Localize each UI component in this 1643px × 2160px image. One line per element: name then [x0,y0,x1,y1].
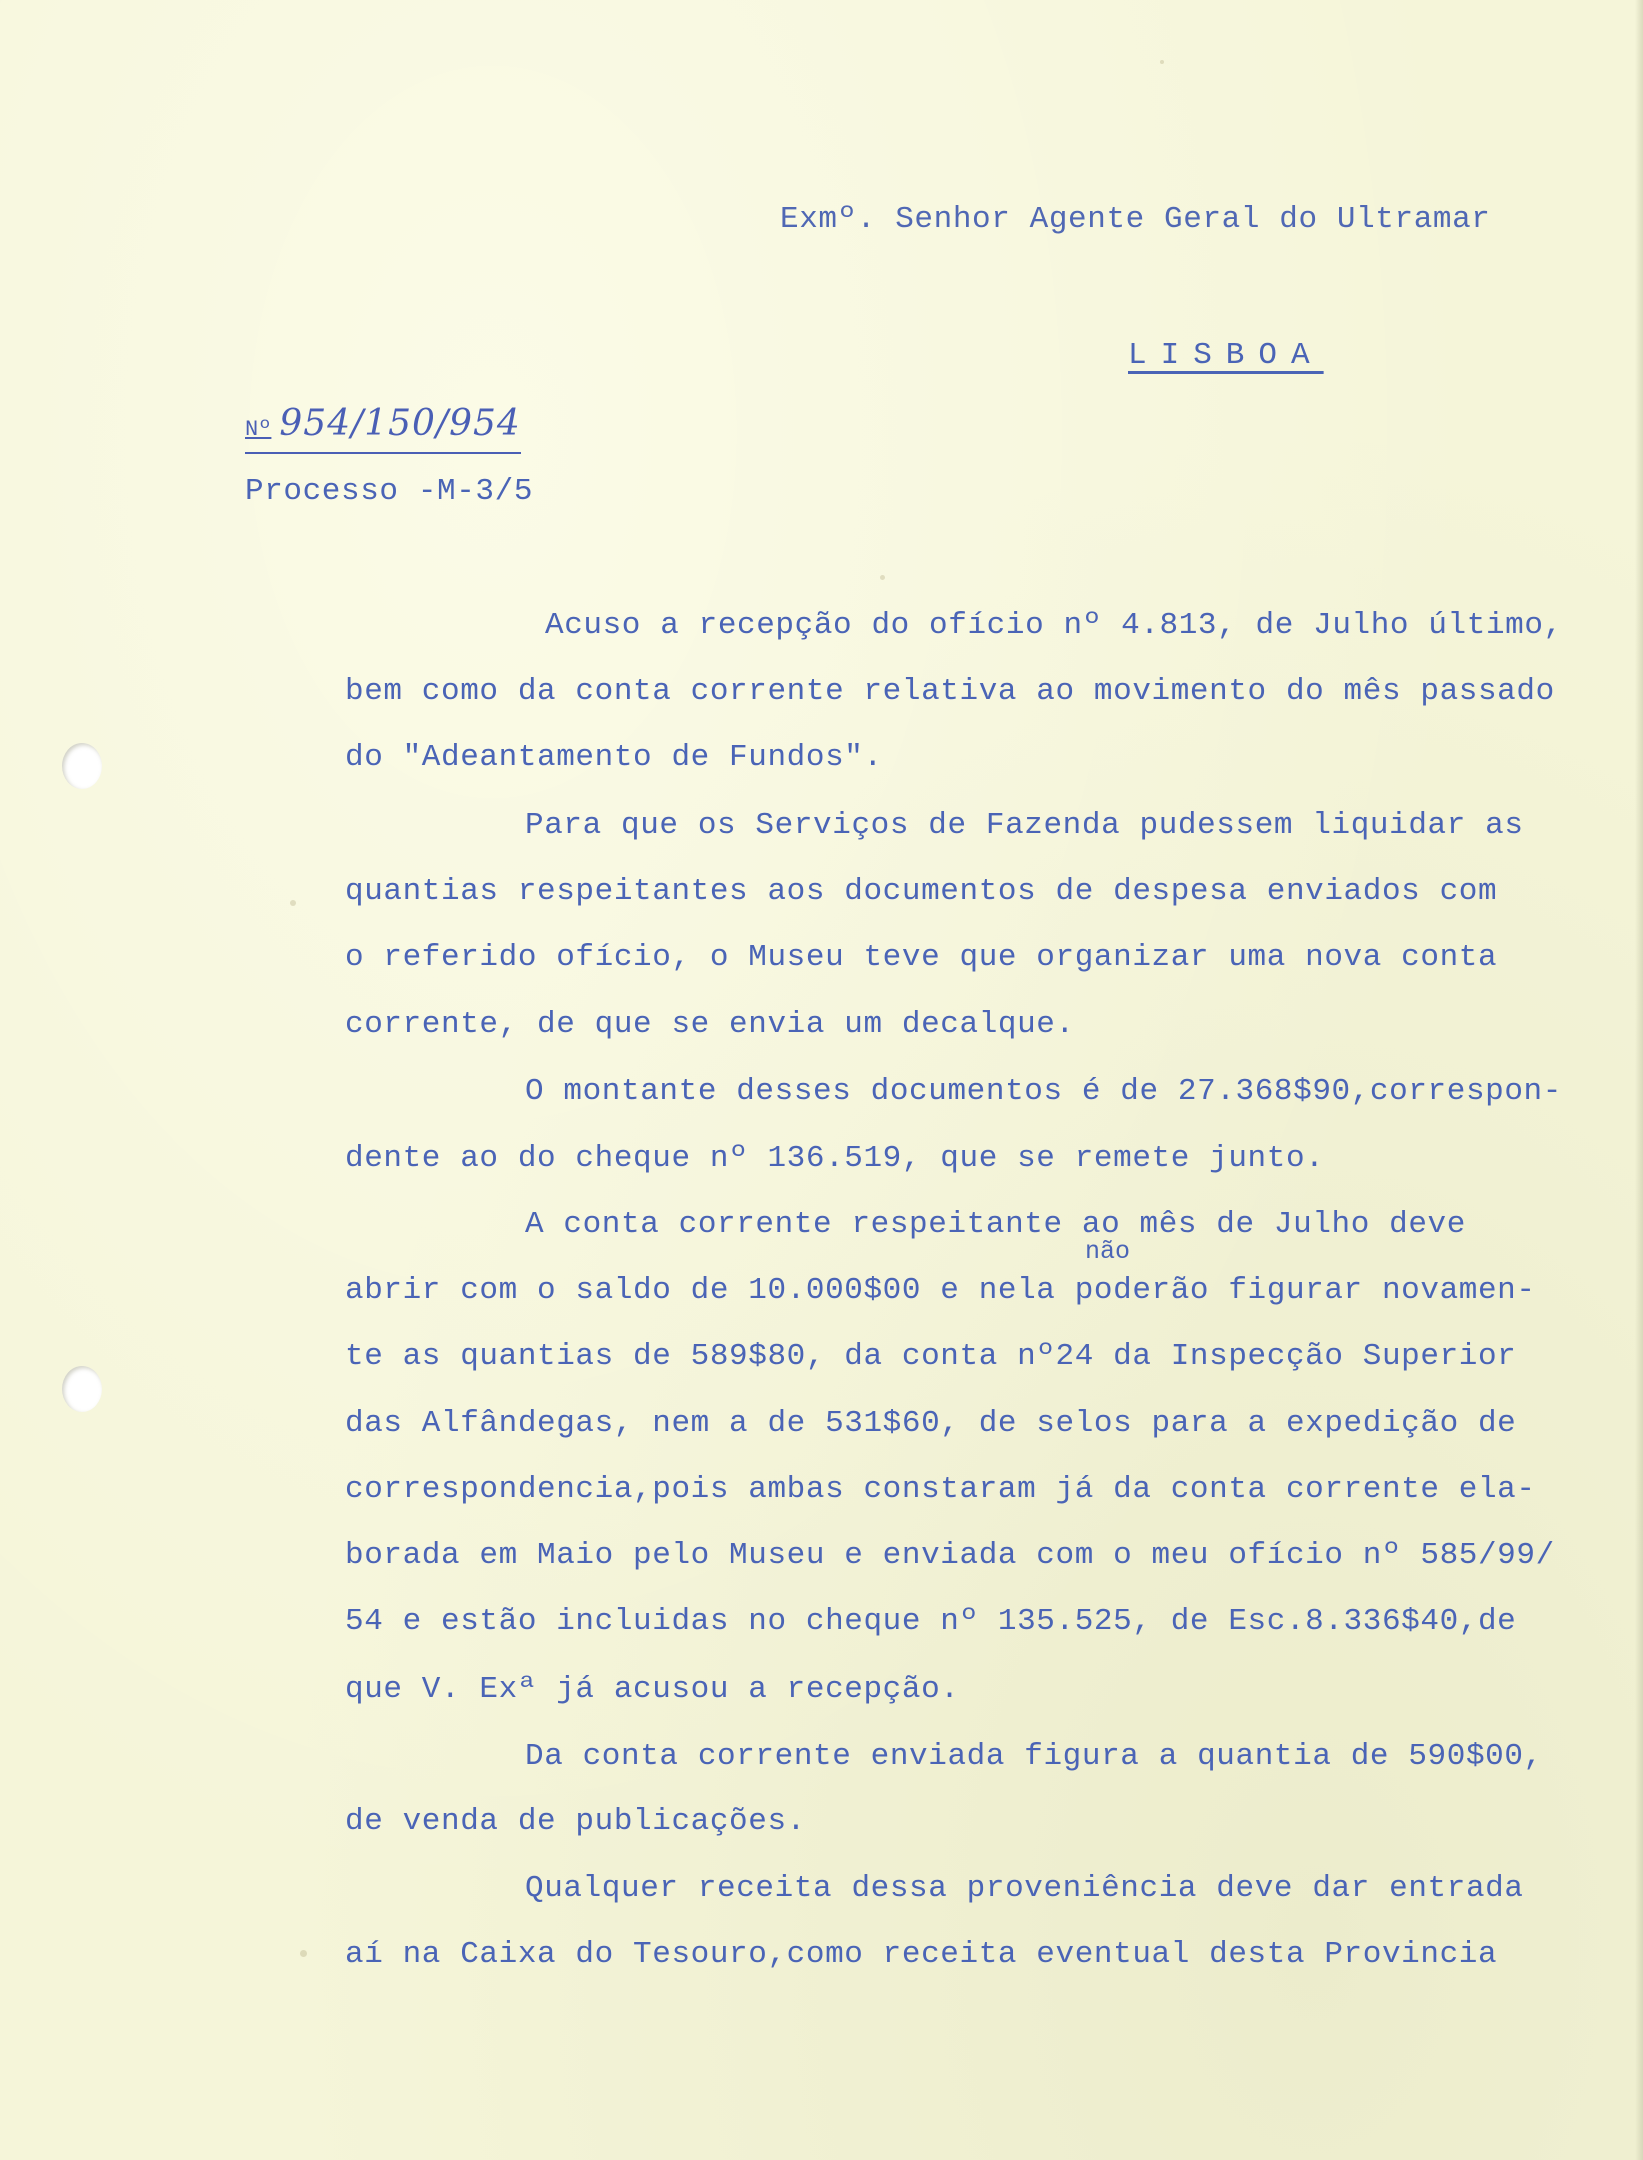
body-line: das Alfândegas, nem a de 531$60, de selos para a expedição de [345,1406,1517,1441]
punch-hole-top [62,743,102,789]
body-line: Qualquer receita dessa proveniência deve dar entrada [525,1871,1524,1906]
body-line: que V. Exª já acusou a recepção. [345,1672,960,1707]
body-line: Para que os Serviços de Fazenda pudessem liquidar as [525,808,1524,843]
body-line: A conta corrente respeitante ao mês de Julho deve [525,1207,1466,1242]
body-line: de venda de publicações. [345,1804,806,1839]
body-line: abrir com o saldo de 10.000$00 e nela poderão figurar novamen- [345,1273,1536,1308]
reference-number-handwritten: 954/150/954 [279,403,521,444]
body-line: correspondencia,pois ambas constaram já da conta corrente ela- [345,1472,1536,1507]
punch-hole-bottom [62,1366,102,1412]
paper-edge-shadow [1635,0,1643,2160]
process-reference: Processo -M-3/5 [245,474,534,509]
body-line: quantias respeitantes aos documentos de despesa enviados com [345,874,1498,909]
body-line: 54 e estão incluidas no cheque nº 135.525, de Esc.8.336$40,de [345,1604,1517,1639]
paper-speck [300,1950,307,1957]
insertion-note: não [1085,1237,1131,1266]
body-line: bem como da conta corrente relativa ao movimento do mês passado [345,674,1555,709]
body-line: Acuso a recepção do ofício nº 4.813, de Julho último, [545,608,1563,643]
addressee-line: Exmº. Senhor Agente Geral do Ultramar [780,202,1491,237]
paper-speck [880,575,885,580]
city-heading: LISBOA [1128,338,1324,373]
body-line: corrente, de que se envia um decalque. [345,1007,1075,1042]
body-line: O montante desses documentos é de 27.368$90,correspon- [525,1074,1562,1109]
body-line: Da conta corrente enviada figura a quantia de 590$00, [525,1739,1543,1774]
paper-speck [1160,60,1164,64]
paper-speck [290,900,296,906]
body-line: o referido ofício, o Museu teve que organizar uma nova conta [345,940,1498,975]
body-line: do "Adeantamento de Fundos". [345,740,883,775]
reference-number-prefix: Nº [245,417,272,442]
body-line: borada em Maio pelo Museu e enviada com o meu ofício nº 585/99/ [345,1538,1555,1573]
body-line: aí na Caixa do Tesouro,como receita eventual desta Provincia [345,1937,1498,1972]
reference-number [245,404,521,454]
body-line: te as quantias de 589$80, da conta nº24 da Inspecção Superior [345,1339,1517,1374]
body-line: dente ao do cheque nº 136.519, que se remete junto. [345,1141,1325,1176]
